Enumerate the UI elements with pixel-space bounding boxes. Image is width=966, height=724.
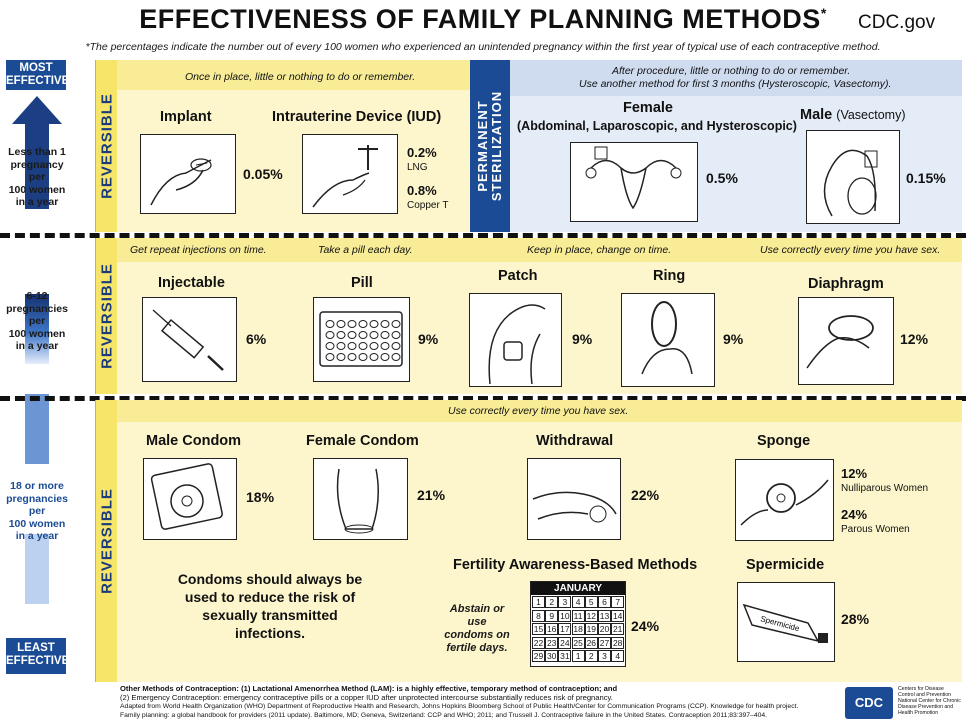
- calendar-day: 5: [585, 596, 598, 608]
- calendar-day: 16: [546, 624, 557, 635]
- female-sterilization-name: Female: [623, 100, 673, 116]
- calendar-day: 21: [612, 624, 623, 635]
- sponge-parous-note: Parous Women: [841, 524, 910, 535]
- male-sterilization-image: [806, 130, 900, 224]
- least-effective-label: LEAST EFFECTIVE: [6, 638, 66, 674]
- calendar-day: 1: [532, 596, 545, 608]
- withdrawal-image: [527, 458, 621, 540]
- fab-pct: 24%: [631, 618, 660, 634]
- condom-icon: [144, 459, 235, 538]
- iud-name: Intrauterine Device (IUD): [272, 109, 442, 125]
- patch-pct: 9%: [572, 331, 593, 347]
- spermicide-name: Spermicide: [746, 557, 825, 573]
- diaphragm-image: [798, 297, 894, 385]
- calendar-day: 3: [598, 650, 611, 662]
- calendar-day: 20: [599, 624, 610, 635]
- condom-message: Condoms should always be used to reduce the risk of sexually transmitted infections.: [177, 571, 363, 641]
- footer-line-1: Other Methods of Contraception: (1) Lactational Amenorrhea Method (LAM): is a highly effective, temporary method of contraception; and: [120, 684, 618, 693]
- pill-name: Pill: [351, 275, 373, 291]
- calendar-day: 4: [611, 650, 624, 662]
- calendar-day: 31: [560, 651, 570, 662]
- ring-image: [621, 293, 715, 387]
- calendar-day: 14: [612, 610, 623, 621]
- reversible-band-2: REVERSIBLE: [95, 238, 117, 394]
- male-sterilization-name: Male (Vasectomy): [800, 107, 906, 123]
- cdc-logo: CDC: [845, 687, 893, 719]
- ring-pct: 9%: [723, 331, 744, 347]
- implant-image: [140, 134, 236, 214]
- male-sterilization-pct: 0.15%: [906, 170, 946, 186]
- syringe-icon: [143, 298, 235, 380]
- footer-line-4: Family planning: a global handbook for providers (2011 update). Baltimore, MD; Geneva, Switzerland: CCP and WHO; 2011; and Trussell J. Contraceptive failure in the United States. Contraception 2011;83:397–404.: [120, 712, 768, 719]
- withdrawal-name: Withdrawal: [536, 433, 614, 449]
- footer-line-3: Adapted from World Health Organization (WHO) Department of Reproductive Health and Research, Johns Hopkins Bloomberg School of Public Health/Center for Communication Programs (CCP). Knowledge for health project.: [120, 703, 799, 710]
- pill-pack-icon: [314, 298, 408, 380]
- female-sterilization-image: [570, 142, 698, 222]
- row3-instruction: Use correctly every time you have sex.: [448, 405, 629, 417]
- diaphragm-name: Diaphragm: [808, 276, 884, 292]
- calendar-day: 9: [545, 610, 558, 622]
- sponge-icon: [736, 460, 832, 539]
- reversible-band-3: REVERSIBLE: [95, 400, 117, 682]
- row1-instruction-left: Once in place, little or nothing to do or remember.: [185, 71, 416, 83]
- diaphragm-pct: 12%: [900, 331, 929, 347]
- calendar-day: 22: [533, 637, 544, 648]
- fab-message: Abstain or use condoms on fertile days.: [444, 603, 510, 654]
- uterus-icon: [571, 143, 696, 220]
- sponge-image: [735, 459, 834, 541]
- calendar-day: 26: [586, 637, 597, 648]
- vasectomy-icon: [807, 131, 898, 222]
- male-condom-name: Male Condom: [146, 433, 242, 449]
- calendar-day: 15: [533, 624, 544, 635]
- calendar-day: 4: [572, 596, 585, 608]
- patch-ring-instruction: Keep in place, change on time.: [527, 244, 672, 256]
- calendar-day: 13: [599, 610, 610, 621]
- sponge-parous-pct: 24%: [841, 507, 868, 522]
- calendar-day: 2: [545, 596, 558, 608]
- male-condom-pct: 18%: [246, 489, 275, 505]
- iud-copper-note: Copper T: [407, 200, 449, 211]
- diaphragm-icon: [799, 298, 892, 383]
- most-effective-label: MOST EFFECTIVE: [6, 60, 66, 90]
- calendar-month: JANUARY: [531, 582, 625, 595]
- calendar-day: 7: [611, 596, 624, 608]
- tier2-text: 6-12 pregnancies per 100 women in a year: [6, 290, 68, 352]
- tier1-text: Less than 1 pregnancy per 100 women in a year: [8, 146, 66, 208]
- patch-icon: [470, 294, 560, 385]
- diaphragm-instruction: Use correctly every time you have sex.: [760, 244, 941, 256]
- permanent-band: PERMANENT STERILIZATION: [470, 60, 510, 232]
- pill-image: [313, 297, 410, 382]
- pill-instruction: Take a pill each day.: [318, 244, 413, 256]
- female-condom-name: Female Condom: [306, 433, 419, 449]
- calendar-grid: [531, 595, 625, 665]
- calendar-day: 10: [560, 610, 570, 621]
- withdrawal-icon: [528, 459, 619, 538]
- withdrawal-pct: 22%: [631, 487, 660, 503]
- subtitle: *The percentages indicate the number out of every 100 women who experienced an unintended pregnancy within the first year of typical use of each contraceptive method.: [85, 41, 881, 53]
- calendar-day: 12: [586, 610, 597, 621]
- reversible-band-1: REVERSIBLE: [95, 60, 117, 232]
- tube-label: Spermicide: [759, 614, 801, 634]
- injectable-pct: 6%: [246, 331, 267, 347]
- calendar-day: 27: [599, 637, 610, 648]
- female-condom-pct: 21%: [417, 487, 446, 503]
- page-title: EFFECTIVENESS OF FAMILY PLANNING METHODS*: [139, 4, 827, 34]
- sponge-name: Sponge: [757, 433, 811, 449]
- iud-icon: [303, 135, 396, 212]
- calendar-day: 23: [546, 637, 557, 648]
- calendar-day: 18: [573, 624, 583, 635]
- patch-name: Patch: [498, 268, 538, 284]
- calendar-day: 29: [533, 651, 544, 662]
- fab-name: Fertility Awareness-Based Methods: [453, 557, 698, 573]
- implant-name: Implant: [160, 109, 212, 125]
- injectable-image: [142, 297, 237, 382]
- iud-image: [302, 134, 398, 214]
- implant-icon: [141, 135, 234, 212]
- ring-icon: [622, 294, 713, 385]
- iud-lng-note: LNG: [407, 162, 428, 173]
- calendar-day: 1: [572, 650, 585, 662]
- calendar-day: 28: [612, 637, 623, 648]
- calendar-day: 30: [546, 651, 557, 662]
- source-label: CDC.gov: [858, 12, 936, 33]
- sponge-nulliparous-pct: 12%: [841, 466, 868, 481]
- spermicide-image: [737, 582, 835, 662]
- calendar-day: 6: [598, 596, 611, 608]
- patch-image: [469, 293, 562, 387]
- sponge-nulliparous-note: Nulliparous Women: [841, 483, 929, 494]
- calendar-day: 17: [560, 624, 570, 635]
- calendar-day: 8: [532, 610, 545, 622]
- calendar-day: 25: [573, 637, 583, 648]
- calendar-day: 11: [572, 610, 585, 622]
- tier3-text: 18 or more pregnancies per 100 women in a year: [6, 480, 68, 542]
- fab-calendar: [530, 581, 626, 667]
- implant-pct: 0.05%: [243, 166, 283, 182]
- calendar-day: 24: [560, 637, 570, 648]
- calendar-day: 2: [585, 650, 598, 662]
- iud-lng-pct: 0.2%: [407, 145, 437, 160]
- row1-instruction-right-1: After procedure, little or nothing to do or remember.: [612, 65, 851, 77]
- female-condom-icon: [314, 459, 406, 538]
- ring-name: Ring: [653, 268, 686, 284]
- injectable-instruction: Get repeat injections on time.: [130, 244, 267, 256]
- female-sterilization-detail: (Abdominal, Laparoscopic, and Hysteroscopic): [517, 119, 797, 133]
- spermicide-tube-icon: [738, 583, 833, 660]
- female-sterilization-pct: 0.5%: [706, 170, 738, 186]
- male-condom-image: [143, 458, 237, 540]
- pill-pct: 9%: [418, 331, 439, 347]
- female-condom-image: [313, 458, 408, 540]
- agency-name: Centers for Disease Control and Prevention National Center for Chronic Disease Prevention and Health Promotion: [898, 686, 961, 716]
- calendar-day: 19: [586, 624, 597, 635]
- spermicide-pct: 28%: [841, 611, 870, 627]
- footer-line-2: (2) Emergency Contraception: emergency contraceptive pills or a copper IUD after unprotected intercourse substantially reduces risk of pregnancy.: [120, 693, 613, 702]
- calendar-day: 3: [558, 596, 571, 608]
- row1-instruction-right-2: Use another method for first 3 months (Hysteroscopic, Vasectomy).: [579, 78, 892, 90]
- iud-copper-pct: 0.8%: [407, 183, 437, 198]
- injectable-name: Injectable: [158, 275, 225, 291]
